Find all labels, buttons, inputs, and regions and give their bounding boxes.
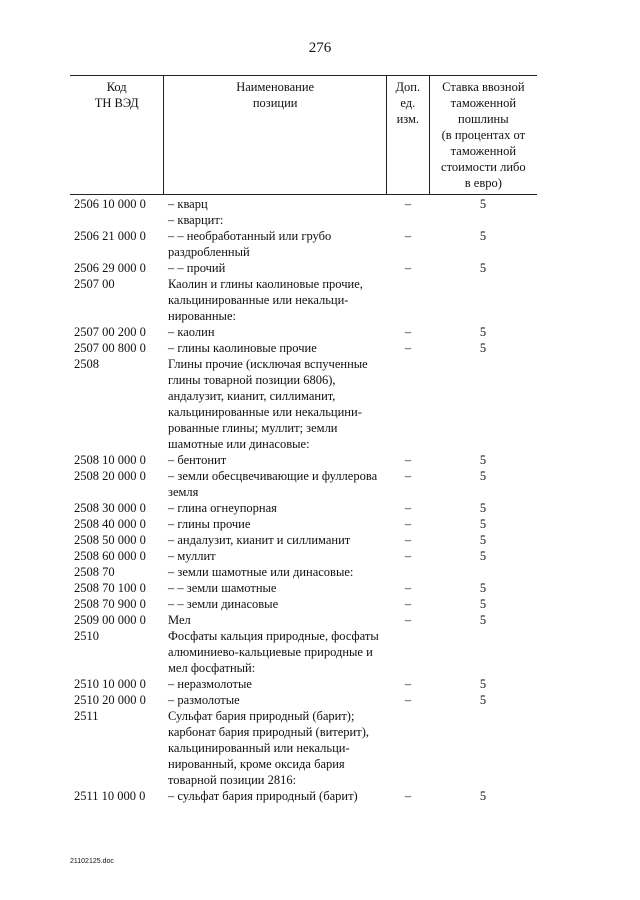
row-unit: –	[404, 469, 412, 483]
row-name: Каолин и глины каолиновые прочие, кальцинированные или некальци-нированные:	[168, 277, 363, 323]
row-code: 2511	[74, 709, 99, 723]
row-code: 2508 70	[74, 565, 115, 579]
row-rate: 5	[479, 789, 487, 803]
table-row	[70, 564, 537, 580]
row-code: 2508 70 100 0	[74, 581, 146, 595]
table-row	[70, 500, 537, 516]
row-rate: 5	[479, 677, 487, 691]
row-name: Сульфат бария природный (барит); карбонат бария природный (витерит), кальцинированный или некальци-нированный, кроме оксида бария товарной позиции 2816:	[168, 709, 370, 787]
row-code: 2507 00 800 0	[74, 341, 146, 355]
row-rate: 5	[479, 501, 487, 515]
table-row	[70, 356, 537, 452]
row-name: – – прочий	[168, 261, 226, 275]
table-body	[70, 195, 537, 804]
row-rate: 5	[479, 197, 487, 211]
row-name: – глины каолиновые прочие	[168, 341, 317, 355]
row-rate: 5	[479, 533, 487, 547]
row-rate	[429, 276, 537, 324]
table-row	[70, 212, 537, 228]
row-unit: –	[404, 261, 412, 275]
row-name: – муллит	[168, 549, 216, 563]
table-row	[70, 676, 537, 692]
row-unit: –	[404, 453, 412, 467]
row-rate: 5	[479, 341, 487, 355]
row-name: Глины прочие (исключая вспученные глины товарной позиции 6806), андалузит, кианит, силлиманит, кальцинированные или некальцини-рованные глины; муллит; земли шамотные или динасовые:	[168, 357, 368, 451]
page-number: 276	[308, 40, 332, 56]
row-code	[70, 212, 164, 228]
row-unit	[387, 708, 429, 788]
row-unit: –	[404, 789, 412, 803]
row-name: – бентонит	[168, 453, 227, 467]
row-rate	[429, 708, 537, 788]
table-row	[70, 452, 537, 468]
row-unit	[387, 564, 429, 580]
row-unit: –	[404, 597, 412, 611]
row-rate	[429, 564, 537, 580]
file-name: 21102125.doc	[70, 858, 114, 865]
header-code: Код ТН ВЭД	[94, 80, 139, 110]
row-unit: –	[404, 613, 412, 627]
table-row	[70, 468, 537, 500]
row-code: 2510 10 000 0	[74, 677, 146, 691]
table-row	[70, 516, 537, 532]
row-name: – размолотые	[168, 693, 240, 707]
row-code: 2506 10 000 0	[74, 197, 146, 211]
row-code: 2510 20 000 0	[74, 693, 146, 707]
row-name: – сульфат бария природный (барит)	[168, 789, 358, 803]
row-unit: –	[404, 325, 412, 339]
row-name: – андалузит, кианит и силлиманит	[168, 533, 351, 547]
row-unit: –	[404, 197, 412, 211]
table-row	[70, 324, 537, 340]
row-unit: –	[404, 533, 412, 547]
row-unit: –	[404, 341, 412, 355]
row-rate: 5	[479, 229, 487, 243]
table-row	[70, 596, 537, 612]
row-unit: –	[404, 549, 412, 563]
table-row	[70, 228, 537, 260]
row-name: – глины прочие	[168, 517, 251, 531]
row-unit: –	[404, 229, 412, 243]
row-code: 2508 30 000 0	[74, 501, 146, 515]
row-rate: 5	[479, 469, 487, 483]
row-unit	[387, 628, 429, 676]
row-rate: 5	[479, 597, 487, 611]
row-code: 2508 40 000 0	[74, 517, 146, 531]
row-unit: –	[404, 693, 412, 707]
row-code: 2511 10 000 0	[74, 789, 146, 803]
row-unit	[387, 356, 429, 452]
row-rate	[429, 356, 537, 452]
row-code: 2506 21 000 0	[74, 229, 146, 243]
row-rate: 5	[479, 613, 487, 627]
table-row	[70, 580, 537, 596]
row-rate: 5	[479, 453, 487, 467]
row-name: – кварц	[168, 197, 208, 211]
row-name: – неразмолотые	[168, 677, 252, 691]
row-rate: 5	[479, 581, 487, 595]
row-code: 2508 50 000 0	[74, 533, 146, 547]
row-unit: –	[404, 677, 412, 691]
row-name: – – земли динасовые	[168, 597, 279, 611]
row-unit: –	[404, 581, 412, 595]
row-name: – кварцит:	[168, 213, 224, 227]
row-rate: 5	[479, 517, 487, 531]
row-code: 2507 00 200 0	[74, 325, 146, 339]
row-name: Фосфаты кальция природные, фосфаты алюминиево-кальциевые природные и мел фосфатный:	[168, 629, 379, 675]
table-row	[70, 708, 537, 788]
table-row	[70, 260, 537, 276]
row-unit: –	[404, 501, 412, 515]
row-code: 2508	[74, 357, 99, 371]
row-rate: 5	[479, 693, 487, 707]
row-name: – земли шамотные или динасовые:	[168, 565, 354, 579]
row-name: – глина огнеупорная	[168, 501, 277, 515]
tariff-table	[70, 75, 537, 804]
header-rate: Ставка ввозной таможенной пошлины (в процентах от таможенной стоимости либо в евро)	[429, 76, 537, 194]
row-name: – каолин	[168, 325, 215, 339]
row-rate: 5	[479, 549, 487, 563]
table-row	[70, 628, 537, 676]
header-name: Наименование позиции	[163, 76, 386, 194]
table-row	[70, 276, 537, 324]
row-code: 2506 29 000 0	[74, 261, 146, 275]
row-name: – земли обесцвечивающие и фуллерова земля	[168, 469, 378, 499]
row-code: 2508 20 000 0	[74, 469, 146, 483]
table-row	[70, 548, 537, 564]
row-code: 2507 00	[74, 277, 115, 291]
row-rate: 5	[479, 261, 487, 275]
row-rate	[429, 628, 537, 676]
row-unit	[387, 276, 429, 324]
row-name: Мел	[168, 613, 191, 627]
row-code: 2508 60 000 0	[74, 549, 146, 563]
table-row	[70, 532, 537, 548]
table-row	[70, 196, 537, 212]
row-code: 2510	[74, 629, 99, 643]
table-row	[70, 340, 537, 356]
table-row	[70, 692, 537, 708]
table-header	[70, 75, 537, 195]
row-name: – – необработанный или грубо раздробленный	[168, 229, 332, 259]
table-row	[70, 612, 537, 628]
row-rate	[429, 212, 537, 228]
header-unit: Доп. ед. изм.	[386, 76, 429, 194]
row-code: 2508 70 900 0	[74, 597, 146, 611]
row-code: 2508 10 000 0	[74, 453, 146, 467]
row-name: – – земли шамотные	[168, 581, 277, 595]
table-row	[70, 788, 537, 804]
row-unit	[387, 212, 429, 228]
row-unit: –	[404, 517, 412, 531]
row-rate: 5	[479, 325, 487, 339]
row-code: 2509 00 000 0	[74, 613, 146, 627]
